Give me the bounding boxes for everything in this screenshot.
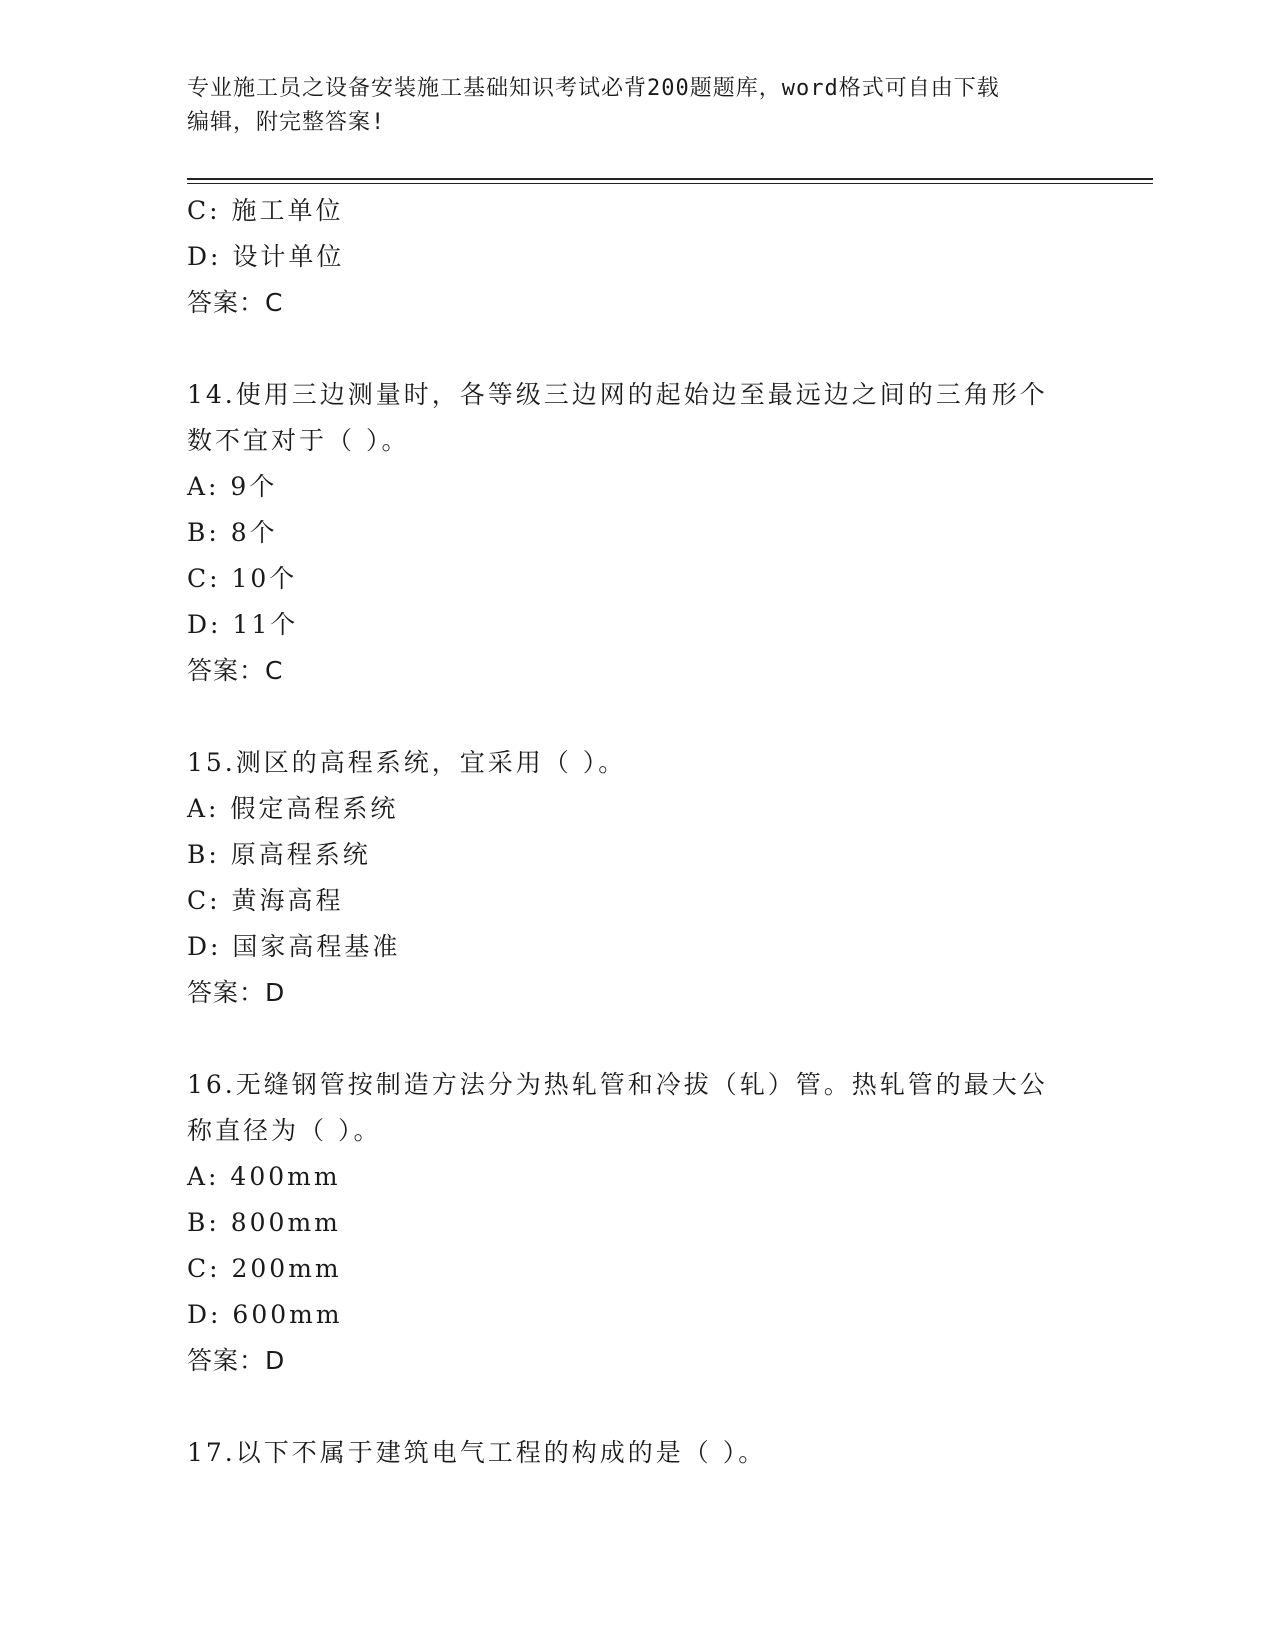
header-title-line-1: 专业施工员之设备安装施工基础知识考试必背200题题库，word格式可自由下载 bbox=[187, 76, 1000, 101]
question-text-cont: 称直径为（ ）。 bbox=[187, 1116, 382, 1145]
question-13-tail bbox=[187, 188, 1087, 326]
question-text: 16.无缝钢管按制造方法分为热轧管和冷拔（轧）管。热轧管的最大公 bbox=[187, 1070, 1048, 1099]
spacer bbox=[187, 1016, 1087, 1062]
option-b: B: 原高程系统 bbox=[187, 840, 371, 869]
document-body bbox=[187, 188, 1087, 1476]
question-17 bbox=[187, 1430, 1087, 1476]
option-d: D: 设计单位 bbox=[187, 242, 345, 271]
option-a: A: 假定高程系统 bbox=[187, 794, 399, 823]
option-b: B: 8个 bbox=[187, 518, 278, 547]
question-15 bbox=[187, 740, 1087, 1016]
answer: 答案：D bbox=[187, 1346, 286, 1375]
header-title-line-2: 编辑，附完整答案! bbox=[187, 110, 386, 135]
option-c: C: 10个 bbox=[187, 564, 298, 593]
spacer bbox=[187, 1384, 1087, 1430]
answer: 答案：D bbox=[187, 978, 286, 1007]
option-c: C: 200mm bbox=[187, 1254, 342, 1283]
option-a: A: 400mm bbox=[187, 1162, 341, 1191]
header-divider-thin bbox=[187, 183, 1153, 184]
question-text-cont: 数不宜对于（ ）。 bbox=[187, 426, 410, 455]
question-text: 14.使用三边测量时，各等级三边网的起始边至最远边之间的三角形个 bbox=[187, 380, 1048, 409]
question-text: 17.以下不属于建筑电气工程的构成的是（ ）。 bbox=[187, 1438, 767, 1467]
question-16 bbox=[187, 1062, 1087, 1384]
option-d: D: 国家高程基准 bbox=[187, 932, 401, 961]
option-b: B: 800mm bbox=[187, 1208, 341, 1237]
option-c: C: 施工单位 bbox=[187, 196, 344, 225]
option-d: D: 600mm bbox=[187, 1300, 343, 1329]
spacer bbox=[187, 326, 1087, 372]
option-d: D: 11个 bbox=[187, 610, 299, 639]
header-divider-thick bbox=[187, 178, 1153, 180]
answer: 答案：C bbox=[187, 288, 284, 317]
spacer bbox=[187, 694, 1087, 740]
document-header bbox=[187, 72, 1067, 140]
question-text: 15.测区的高程系统，宜采用（ ）。 bbox=[187, 748, 627, 777]
answer: 答案：C bbox=[187, 656, 284, 685]
option-a: A: 9个 bbox=[187, 472, 278, 501]
option-c: C: 黄海高程 bbox=[187, 886, 344, 915]
question-14 bbox=[187, 372, 1087, 694]
